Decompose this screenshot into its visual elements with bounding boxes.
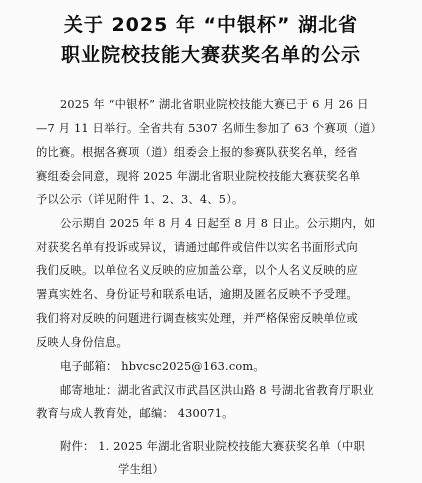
email-line: 电子邮箱： hbvcsc2025@163.com。 — [60, 360, 265, 373]
attachment-line-2: 学生组） — [118, 463, 164, 476]
paragraph-2-line-3: 我们反映。以单位名义反映的应加盖公章，以个人名义反映的应 — [36, 264, 358, 277]
paragraph-1-line-2: —7 月 11 日举行。全省共有 5307 名师生参加了 63 个赛项（道） — [36, 122, 382, 135]
paragraph-2-line-1: 公示期自 2025 年 8 月 4 日起至 8 月 8 日止。公示期内，如 — [60, 217, 376, 230]
paragraph-1-line-3: 的比赛。根据各赛项（道）组委会上报的参赛队获奖名单，经省 — [36, 146, 358, 159]
paragraph-2-line-5: 我们将对反映的问题进行调查核实处理，并严格保密反映单位或 — [36, 312, 358, 325]
attachment-line-1: 附件： 1. 2025 年湖北省职业院校技能大赛获奖名单（中职 — [60, 440, 366, 453]
paragraph-1-line-5: 予以公示（详见附件 1、2、3、4、5）。 — [36, 193, 244, 206]
address-line-1: 邮寄地址：湖北省武汉市武昌区洪山路 8 号湖北省教育厅职业 — [60, 384, 374, 397]
paragraph-2-line-2: 对获奖名单有投诉或异议，请通过邮件或信件以实名书面形式向 — [36, 241, 358, 254]
paragraph-2-line-6: 反映人身份信息。 — [36, 336, 128, 349]
paragraph-1-line-4: 赛组委会同意，现将 2025 年湖北省职业院校技能大赛获奖名单 — [36, 170, 361, 183]
title-line-2: 职业院校技能大赛获奖名单的公示 — [60, 44, 361, 66]
paragraph-1-line-1: 2025 年 “中银杯” 湖北省职业院校技能大赛已于 6 月 26 日 — [60, 98, 369, 111]
title-line-1: 关于 2025 年 “中银杯” 湖北省 — [63, 14, 359, 36]
address-line-2: 教育与成人教育处，邮编： 430071。 — [36, 407, 234, 420]
paragraph-2-line-4: 署真实姓名、身份证号和联系电话，逾期及匿名反映不予受理。 — [36, 288, 358, 301]
